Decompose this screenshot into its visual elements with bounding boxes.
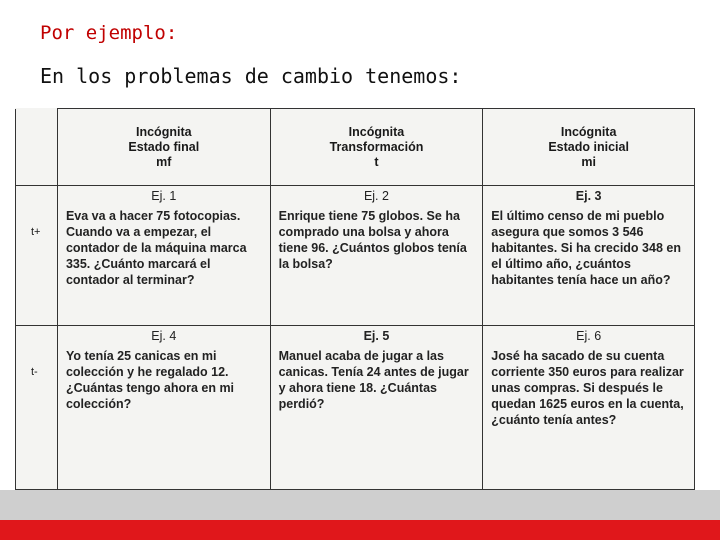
column-header-transformation xyxy=(270,109,483,186)
row-label: t+ xyxy=(31,226,41,238)
slide-subtitle: En los problemas de cambio tenemos: xyxy=(40,64,462,88)
problem-cell xyxy=(57,186,270,326)
column-header-line: Estado final xyxy=(128,139,200,154)
column-header-line: Transformación xyxy=(329,139,424,154)
column-header-line: Incógnita xyxy=(348,124,405,139)
example-label: Ej. 3 xyxy=(575,189,602,203)
problem-cell xyxy=(57,326,270,490)
table-header-row xyxy=(16,109,695,186)
column-header-initial-state xyxy=(483,109,695,186)
example-label: Ej. 6 xyxy=(576,329,602,343)
row-label: t- xyxy=(31,366,38,378)
corner-cell xyxy=(16,109,58,186)
problem-cell xyxy=(270,326,483,490)
column-header-final-state xyxy=(57,109,270,186)
problem-text: Manuel acaba de jugar a las canicas. Tenía 24 antes de jugar y ahora tiene 18. ¿Cuántas perdió? xyxy=(278,349,469,411)
footer-grey-band xyxy=(0,490,720,520)
column-header-symbol: t xyxy=(374,154,379,169)
row-label-cell xyxy=(16,326,58,490)
column-header-symbol: mf xyxy=(156,154,172,169)
problem-text: El último censo de mi pueblo asegura que somos 3 546 habitantes. Si ha crecido 348 en el último año, ¿cuántos habitantes tenía hace un año? xyxy=(491,209,681,287)
table-row xyxy=(16,326,695,490)
column-header-symbol: mi xyxy=(581,154,596,169)
problem-text: Eva va a hacer 75 fotocopias. Cuando va a empezar, el contador de la máquina marca 335. ¿Cuánto marcará el contador al terminar? xyxy=(65,209,247,287)
change-problems-table xyxy=(15,108,695,490)
problem-cell xyxy=(483,326,695,490)
column-header-line: Incógnita xyxy=(560,124,617,139)
footer-red-band xyxy=(0,520,720,540)
problem-text: Enrique tiene 75 globos. Se ha comprado una bolsa y ahora tiene 96. ¿Cuántos globos tenía la bolsa? xyxy=(278,209,467,271)
example-label: Ej. 5 xyxy=(363,329,390,343)
problem-text: Yo tenía 25 canicas en mi colección y he regalado 12. ¿Cuántas tengo ahora en mi colección? xyxy=(65,349,235,411)
slide-title: Por ejemplo: xyxy=(40,22,178,44)
example-label: Ej. 1 xyxy=(151,189,177,203)
problem-cell xyxy=(483,186,695,326)
row-label-cell xyxy=(16,186,58,326)
column-header-line: Incógnita xyxy=(136,124,192,139)
column-header-line: Estado inicial xyxy=(548,139,629,154)
problem-text: José ha sacado de su cuenta corriente 350 euros para realizar unas compras. Si después le quedan 1625 euros en la cuenta, ¿cuánto tenía antes? xyxy=(491,349,684,427)
example-label: Ej. 4 xyxy=(151,329,177,343)
problem-cell xyxy=(270,186,483,326)
scanned-table-image xyxy=(15,108,695,490)
table-row xyxy=(16,186,695,326)
example-label: Ej. 2 xyxy=(363,189,389,203)
